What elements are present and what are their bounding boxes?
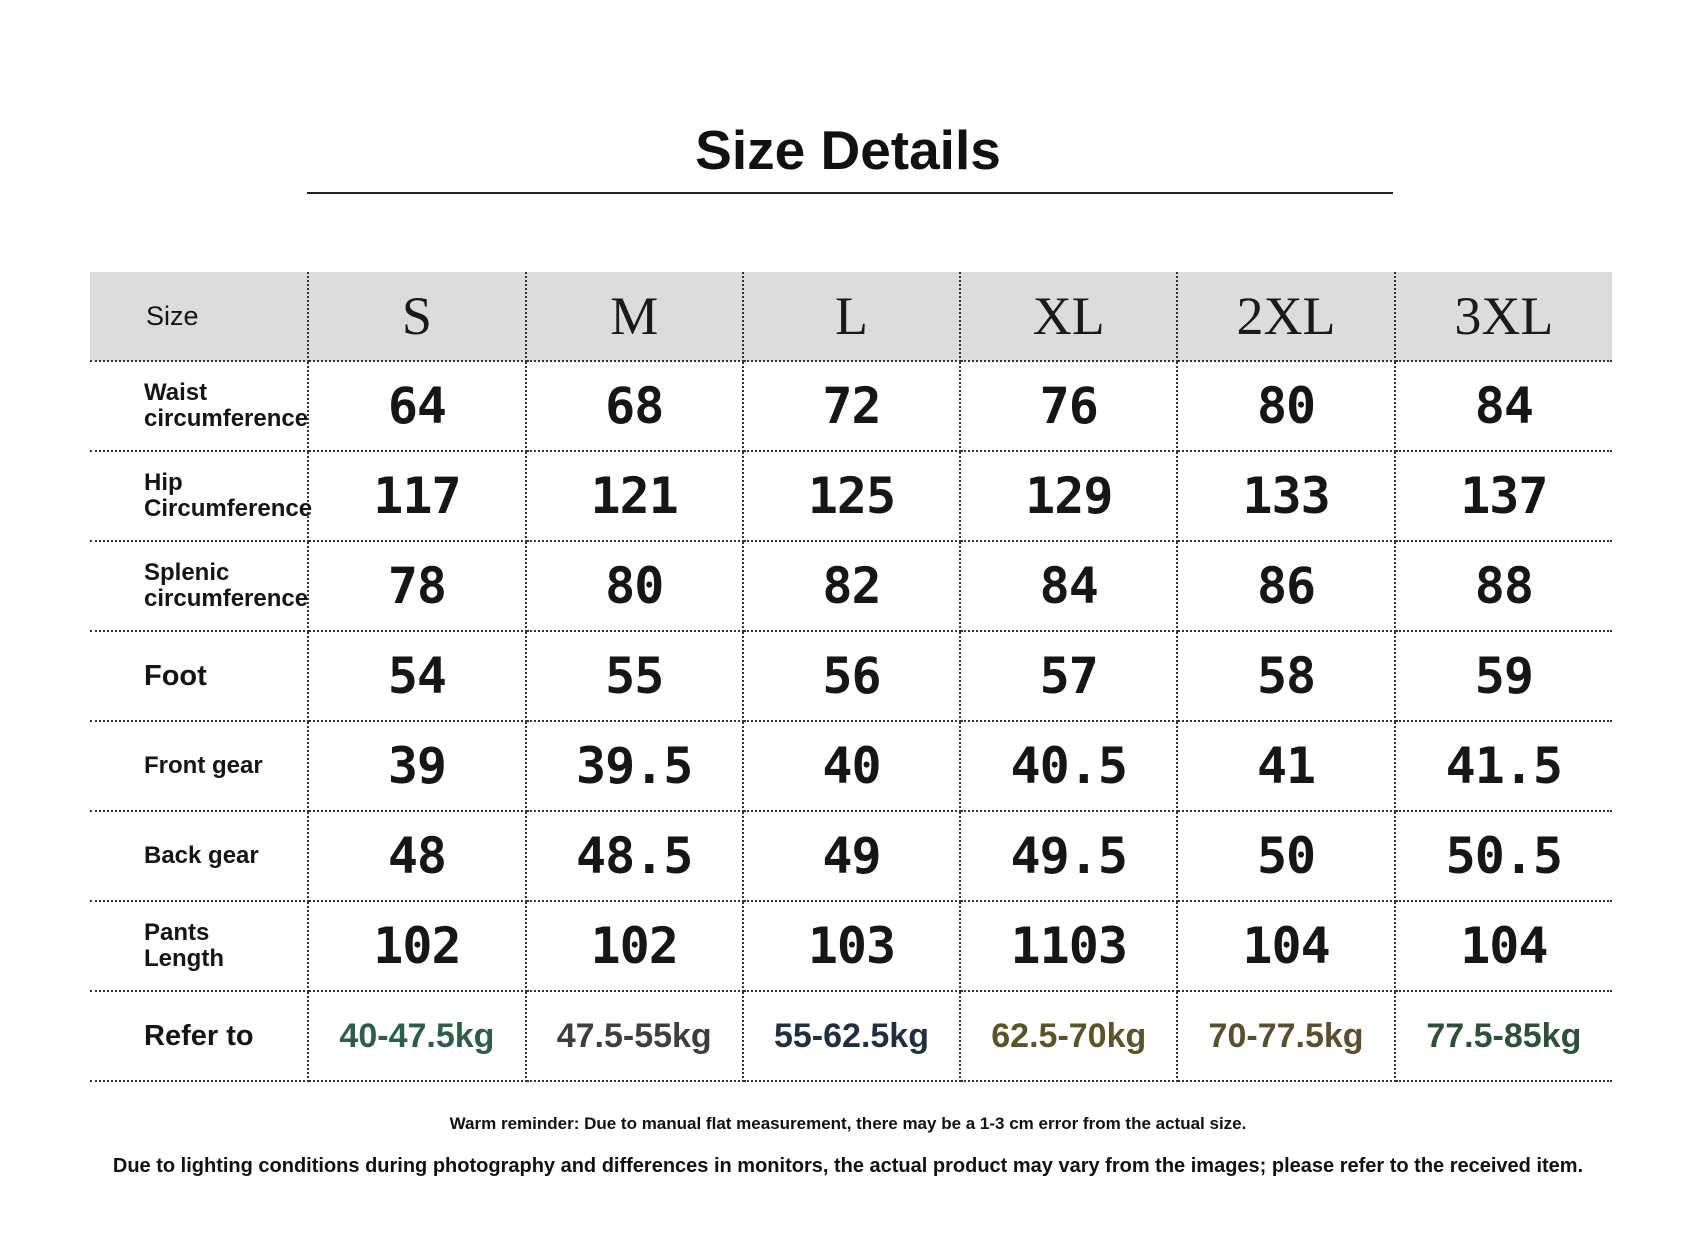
row-label-line: Back gear: [144, 842, 259, 869]
title-underline: [307, 192, 1393, 194]
table-row-hip: [90, 451, 1612, 541]
size-table: [90, 272, 1612, 1082]
row-label-line: circumference: [144, 405, 309, 432]
table-cell: 54: [308, 631, 525, 721]
header-row: [90, 272, 1612, 361]
weight-cell: 62.5-70kg: [960, 991, 1177, 1081]
table-cell: 64: [308, 361, 525, 451]
size-3xl-header: 3XL: [1395, 272, 1612, 361]
table-cell: 125: [743, 451, 960, 541]
table-cell: 86: [1177, 541, 1394, 631]
row-label-splenic: [90, 541, 308, 631]
weight-cell: 47.5-55kg: [526, 991, 743, 1081]
table-row-splenic: [90, 541, 1612, 631]
table-cell: 57: [960, 631, 1177, 721]
row-label-line: Hip: [144, 469, 183, 496]
table-row-pants-length: [90, 901, 1612, 991]
table-cell: 58: [1177, 631, 1394, 721]
row-label-refer: Refer to: [90, 991, 308, 1081]
table-cell: 133: [1177, 451, 1394, 541]
table-cell: 41.5: [1395, 721, 1612, 811]
table-cell: 88: [1395, 541, 1612, 631]
row-label-line: circumference: [144, 585, 309, 612]
table-row-refer: [90, 991, 1612, 1081]
table-cell: 50: [1177, 811, 1394, 901]
table-cell: 84: [960, 541, 1177, 631]
lighting-disclaimer-note: Due to lighting conditions during photography and differences in monitors, the actual product may vary from the images; please refer to the received item.: [112, 1155, 1584, 1177]
row-label-front-gear: [90, 721, 308, 811]
table-cell: 40.5: [960, 721, 1177, 811]
table-cell: 129: [960, 451, 1177, 541]
table-cell: 39: [308, 721, 525, 811]
warm-reminder-note: Warm reminder: Due to manual flat measurement, there may be a 1-3 cm error from the actual size.: [449, 1114, 1247, 1133]
table-cell: 40: [743, 721, 960, 811]
table-cell: 102: [308, 901, 525, 991]
table-cell: 102: [526, 901, 743, 991]
table-cell: 1103: [960, 901, 1177, 991]
size-2xl-header: 2XL: [1177, 272, 1394, 361]
table-cell: 72: [743, 361, 960, 451]
table-cell: 103: [743, 901, 960, 991]
table-cell: 56: [743, 631, 960, 721]
table-cell: 49.5: [960, 811, 1177, 901]
table-row-waist: [90, 361, 1612, 451]
row-label-line: Foot: [144, 660, 207, 692]
weight-cell: 70-77.5kg: [1177, 991, 1394, 1081]
row-label-line: Waist: [144, 379, 208, 406]
table-cell: 82: [743, 541, 960, 631]
size-xl-header: XL: [960, 272, 1177, 361]
row-label-line: Pants: [144, 919, 210, 946]
table-cell: 121: [526, 451, 743, 541]
row-label-hip: [90, 451, 313, 541]
table-cell: 49: [743, 811, 960, 901]
size-s-header: S: [308, 272, 525, 361]
weight-cell: 77.5-85kg: [1395, 991, 1612, 1081]
table-cell: 48.5: [526, 811, 743, 901]
row-label-pants-length: [90, 901, 308, 991]
table-cell: 68: [526, 361, 743, 451]
row-label-line: Length: [144, 945, 224, 972]
size-header-label: Size: [90, 272, 308, 361]
table-cell: 80: [1177, 361, 1394, 451]
page-title: Size Details: [695, 119, 1001, 181]
row-label-line: Splenic: [144, 559, 230, 586]
table-row-back-gear: [90, 811, 1612, 901]
row-label-waist: [90, 361, 308, 451]
table-cell: 59: [1395, 631, 1612, 721]
table-row-front-gear: [90, 721, 1612, 811]
table-cell: 55: [526, 631, 743, 721]
table-cell: 117: [308, 451, 525, 541]
table-cell: 48: [308, 811, 525, 901]
table-cell: 39.5: [526, 721, 743, 811]
table-cell: 41: [1177, 721, 1394, 811]
table-row-foot: [90, 631, 1612, 721]
weight-cell: 55-62.5kg: [743, 991, 960, 1081]
table-cell: 104: [1395, 901, 1612, 991]
table-cell: 80: [526, 541, 743, 631]
table-cell: 78: [308, 541, 525, 631]
weight-cell: 40-47.5kg: [308, 991, 525, 1081]
row-label-back-gear: [90, 811, 308, 901]
table-cell: 137: [1395, 451, 1612, 541]
size-l-header: L: [743, 272, 960, 361]
row-label-line: Front gear: [144, 752, 263, 779]
size-m-header: M: [526, 272, 743, 361]
table-cell: 84: [1395, 361, 1612, 451]
table-cell: 76: [960, 361, 1177, 451]
table-cell: 104: [1177, 901, 1394, 991]
row-label-foot: [90, 631, 308, 721]
row-label-line: Circumference: [144, 495, 313, 522]
table-cell: 50.5: [1395, 811, 1612, 901]
